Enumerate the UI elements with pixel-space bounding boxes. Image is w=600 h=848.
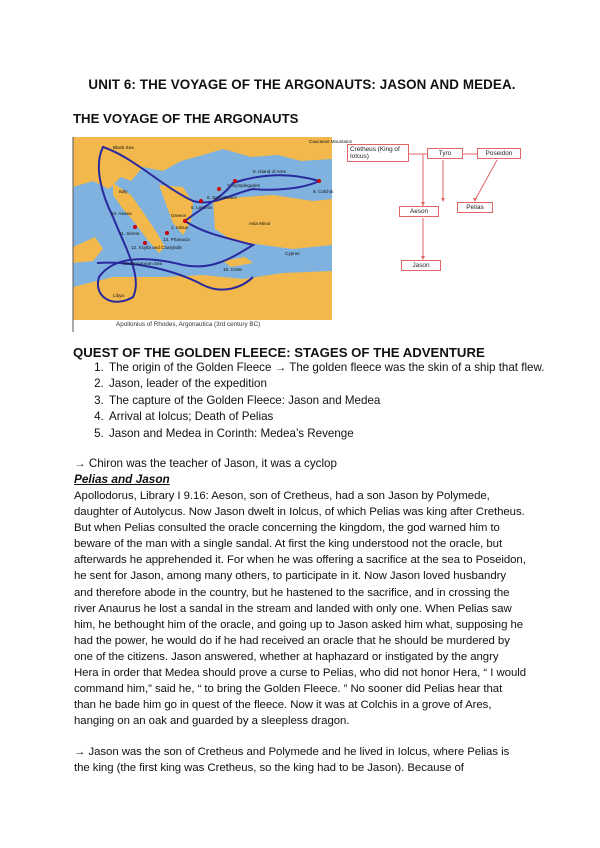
- label-caucasus: Caucasus Mountains: [309, 139, 352, 144]
- stages-list: [72, 360, 547, 442]
- stage-item: 4. Arrival at Iolcus; Death of Pelias: [107, 409, 547, 425]
- stage-item: 2. Jason, leader of the expedition: [107, 376, 547, 392]
- tree-node-aeson: Aeson: [399, 206, 439, 217]
- tree-node-jason: Jason: [401, 260, 441, 271]
- marker-phaeacia: [165, 231, 169, 235]
- label-sirens: 11. Sirens: [119, 231, 140, 236]
- stage-item: 5. Jason and Medea in Corinth: Medea’s Revenge: [107, 426, 547, 442]
- marker-lemnos: [199, 199, 203, 203]
- tree-node-cretheus: Cretheus (King of Iolcus): [347, 144, 409, 162]
- apollodorus-paragraph: Apollodorus, Library I 9.16: Aeson, son of Cretheus, had a son Jason by Polymede, daughter of Autolycus. Now Jason dwelt in Iolcus, of which Pelias was king after Cretheus. But when Pelias consulted the oracle concerning the kingdom, the god warned him to beware of the man with a single sandal. At first the king understood not the oracle, but afterwards he apprehended it. For when he was offering a sacrifice at the sea to Poseidon, he sent for Jason, among many others, to participate in it. Now Jason loved husbandry and therefore abode in the country, but he hastened to the sacrifice, and in crossing the river Anaurus he lost a sandal in the stream and landed with only one. When Pelias saw him, he bethought him of the oracle, and going up to Jason asked him what, supposing he had the power, he would do if he had received an oracle that he should be murdered by one of the citizens. Jason answered, whether at haphazard or instigated by the angry Hera in order that Medea should prove a curse to Pelias, who did not honor Hera, “ I would command him,” said he, “ to bring the Golden Fleece. ” No sooner did Pelias hear that than he bade him go in quest of the fleece. Now it was at Colchis in a grove of Ares, hanging on an oak and guarded by a sleepless dragon.: [74, 490, 527, 728]
- label-samothrace: 6. Samothrace: [207, 195, 237, 200]
- tree-node-pelias: Pelias: [457, 202, 493, 213]
- section-title-quest: QUEST OF THE GOLDEN FLEECE: STAGES OF THE ADVENTURE: [73, 345, 485, 360]
- unit-title: UNIT 6: THE VOYAGE OF THE ARGONAUTS: JASON AND MEDEA.: [88, 77, 516, 92]
- label-mediterranean: Mediterranean Sea: [123, 261, 163, 266]
- label-black-sea-left: Black Sea: [113, 145, 134, 150]
- label-iolcus: 1. Iolcus: [171, 225, 189, 230]
- chiron-note: → Chiron was the teacher of Jason, it was a cyclop: [74, 457, 337, 470]
- tree-node-poseidon: Poseidon: [477, 148, 521, 159]
- label-phaeacia: 13. Phaeacia: [163, 237, 190, 242]
- label-libya: Libya: [113, 293, 124, 298]
- label-symplegades: 7. Symplegades: [227, 183, 260, 188]
- label-lemnos: 5. Lemnos: [191, 205, 213, 210]
- section-title-voyage: THE VOYAGE OF THE ARGONAUTS: [73, 111, 299, 126]
- label-crete: 16. Crete: [223, 267, 242, 272]
- marker-sirens: [133, 225, 137, 229]
- family-tree: [345, 140, 525, 280]
- marker-iolcus: [183, 219, 187, 223]
- map-graphic: [73, 137, 352, 332]
- label-aeaea: 10. Aeaea: [111, 211, 132, 216]
- label-asia-minor: Asia Minor: [249, 221, 271, 226]
- summary-paragraph: → Jason was the son of Cretheus and Polymede and he lived in Iolcus, where Pelias is the king (the first king was Cretheus, so the king had to be Jason). Because of: [74, 746, 510, 775]
- label-greece: Greece: [171, 213, 187, 218]
- libya-land: [73, 271, 332, 320]
- subheading-pelias-jason: Pelias and Jason: [74, 472, 170, 486]
- label-island-ares: 8. Island of Ares: [253, 169, 286, 174]
- marker-samothrace: [217, 187, 221, 191]
- stage-item: 3. The capture of the Golden Fleece: Jason and Medea: [107, 393, 547, 409]
- label-scylla: 12. Scylla and Charybdis: [131, 245, 182, 250]
- tree-node-tyro: Tyro: [427, 148, 463, 159]
- label-cyprus: Cyprus: [285, 251, 300, 256]
- stage-item: 1. The origin of the Golden Fleece → The golden fleece was the skin of a ship that flew.: [107, 360, 547, 376]
- map-caption: Apollonius of Rhodes, Argonautica (3rd century BC): [116, 321, 261, 328]
- argonauts-map: [73, 137, 352, 332]
- marker-colchis: [317, 179, 321, 183]
- label-colchis: 9. Colchis: [313, 189, 334, 194]
- label-italy: Italy: [119, 189, 128, 194]
